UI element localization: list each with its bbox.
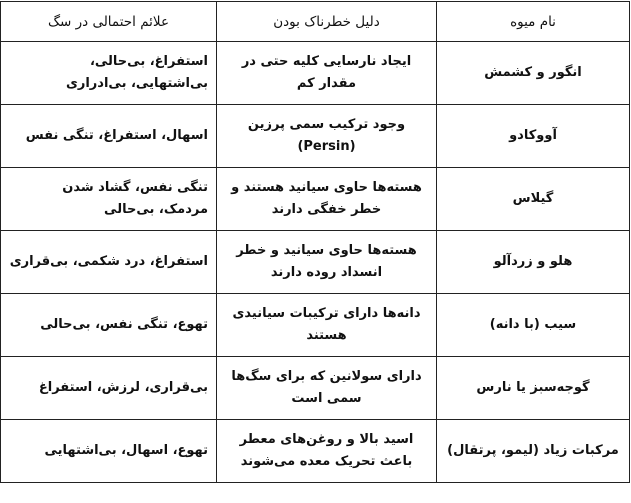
cell-reason: اسید بالا و روغن‌های معطر باعث تحریک معده می‌شوند [217, 420, 437, 483]
cell-reason: هسته‌ها حاوی سیانید و خطر انسداد روده دارند [217, 231, 437, 294]
cell-fruit: گیلاس [437, 168, 630, 231]
cell-fruit: انگور و کشمش [437, 42, 630, 105]
toxic-fruits-table [0, 1, 630, 483]
cell-symptoms: تنگی نفس، گشاد شدن مردمک، بی‌حالی [1, 168, 217, 231]
document-page [0, 1, 631, 503]
cell-fruit: هلو و زردآلو [437, 231, 630, 294]
header-fruit-name: نام میوه [437, 2, 630, 42]
cell-fruit: مرکبات زیاد (لیمو، پرتقال) [437, 420, 630, 483]
table-row [1, 105, 630, 168]
table-row [1, 294, 630, 357]
header-danger-reason: دلیل خطرناک بودن [217, 2, 437, 42]
table-row [1, 231, 630, 294]
cell-reason: وجود ترکیب سمی پرزین (Persin) [217, 105, 437, 168]
table-header-row [1, 2, 630, 42]
cell-symptoms: استفراغ، درد شکمی، بی‌قراری [1, 231, 217, 294]
cell-fruit: سیب (با دانه) [437, 294, 630, 357]
table-row [1, 420, 630, 483]
cell-symptoms: تهوع، تنگی نفس، بی‌حالی [1, 294, 217, 357]
table-row [1, 168, 630, 231]
table-row [1, 357, 630, 420]
table-row [1, 42, 630, 105]
cell-reason: هسته‌ها حاوی سیانید هستند و خطر خفگی دارند [217, 168, 437, 231]
cell-symptoms: تهوع، اسهال، بی‌اشتهایی [1, 420, 217, 483]
header-symptoms: علائم احتمالی در سگ [1, 2, 217, 42]
cell-reason: ایجاد نارسایی کلیه حتی در مقدار کم [217, 42, 437, 105]
cell-symptoms: بی‌قراری، لرزش، استفراغ [1, 357, 217, 420]
cell-reason: دارای سولانین که برای سگ‌ها سمی است [217, 357, 437, 420]
cell-fruit: گوجه‌سبز یا نارس [437, 357, 630, 420]
cell-fruit: آووکادو [437, 105, 630, 168]
cell-reason: دانه‌ها دارای ترکیبات سیانیدی هستند [217, 294, 437, 357]
cell-symptoms: استفراغ، بی‌حالی، بی‌اشتهایی، بی‌ادراری [1, 42, 217, 105]
cell-symptoms: اسهال، استفراغ، تنگی نفس [1, 105, 217, 168]
